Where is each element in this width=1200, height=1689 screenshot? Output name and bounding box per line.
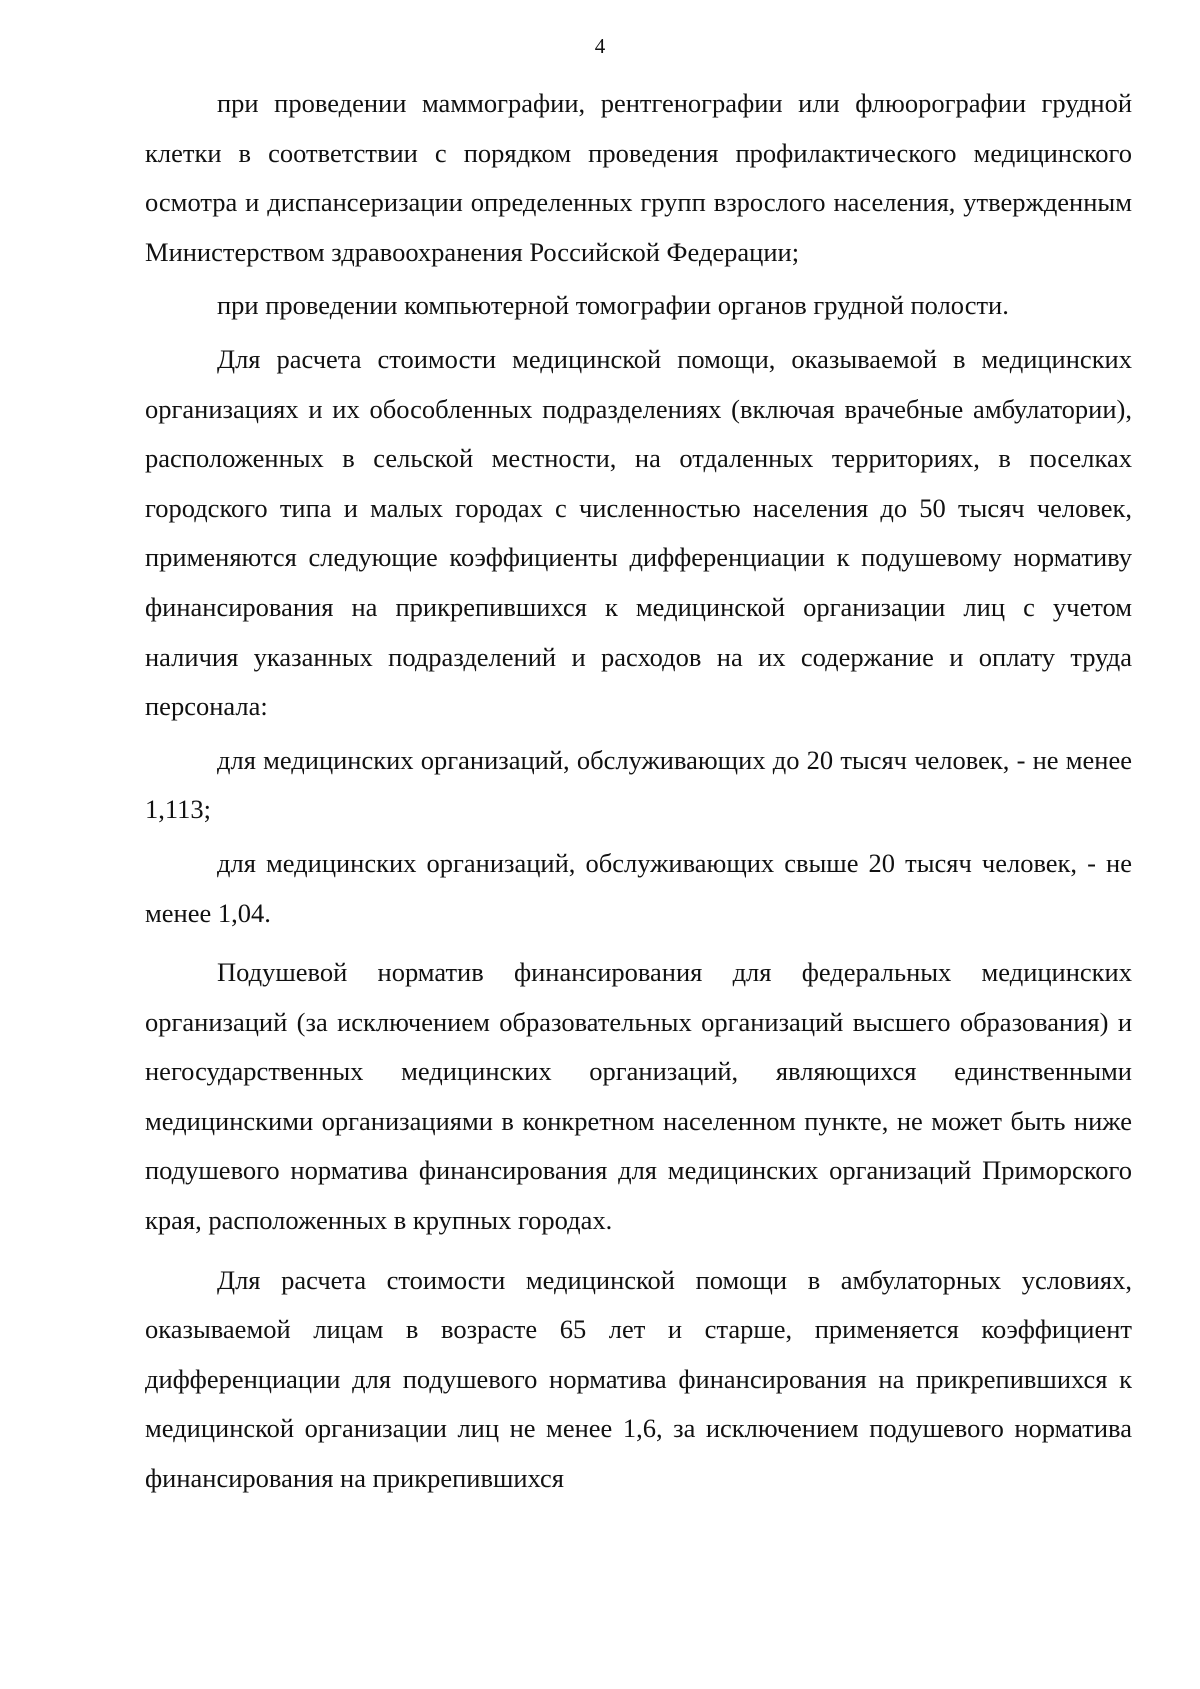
paragraph-age-65-coefficient: Для расчета стоимости медицинской помощи в амбулаторных условиях, оказываемой лицам в возрасте 65 лет и старше, применяется коэффициент дифференциации для подушевого норматива финансирования на прикрепившихся к медицинской организации лиц не менее 1,6, за исключением подушевого норматива финансирования на прикрепившихся: [145, 1264, 1132, 1494]
page-number: 4: [594, 34, 606, 58]
paragraph-over-20k: для медицинских организаций, обслуживающих свыше 20 тысяч человек, - не менее 1,04.: [145, 847, 1132, 928]
paragraph-federal-organizations: Подушевой норматив финансирования для федеральных медицинских организаций (за исключением образовательных организаций высшего образования) и негосударственных медицинских организаций, являющихся единственными медицинскими организациями в конкретном населенном пункте, не может быть ниже подушевого норматива финансирования для медицинских организаций Приморского края, расположенных в крупных городах.: [145, 957, 1132, 1236]
paragraph-mammography: при проведении маммографии, рентгенографии или флюорографии грудной клетки в соответствии с порядком проведения профилактического медицинского осмотра и диспансеризации определенных групп взрослого населения, утвержденным Министерством здравоохранения Российской Федерации;: [145, 88, 1132, 267]
paragraph-ct-scan: при проведении компьютерной томографии органов грудной полости.: [217, 290, 1009, 321]
document-body: [145, 79, 1132, 1504]
paragraph-up-to-20k: для медицинских организаций, обслуживающих до 20 тысяч человек, - не менее 1,113;: [145, 744, 1132, 825]
paragraph-rural-coefficients: Для расчета стоимости медицинской помощи, оказываемой в медицинских организациях и их обособленных подразделениях (включая врачебные амбулатории), расположенных в сельской местности, на отдаленных территориях, в поселках городского типа и малых городах с численностью населения до 50 тысяч человек, применяются следующие коэффициенты дифференциации к подушевому нормативу финансирования на прикрепившихся к медицинской организации лиц с учетом наличия указанных подразделений и расходов на их содержание и оплату труда персонала:: [145, 343, 1132, 722]
